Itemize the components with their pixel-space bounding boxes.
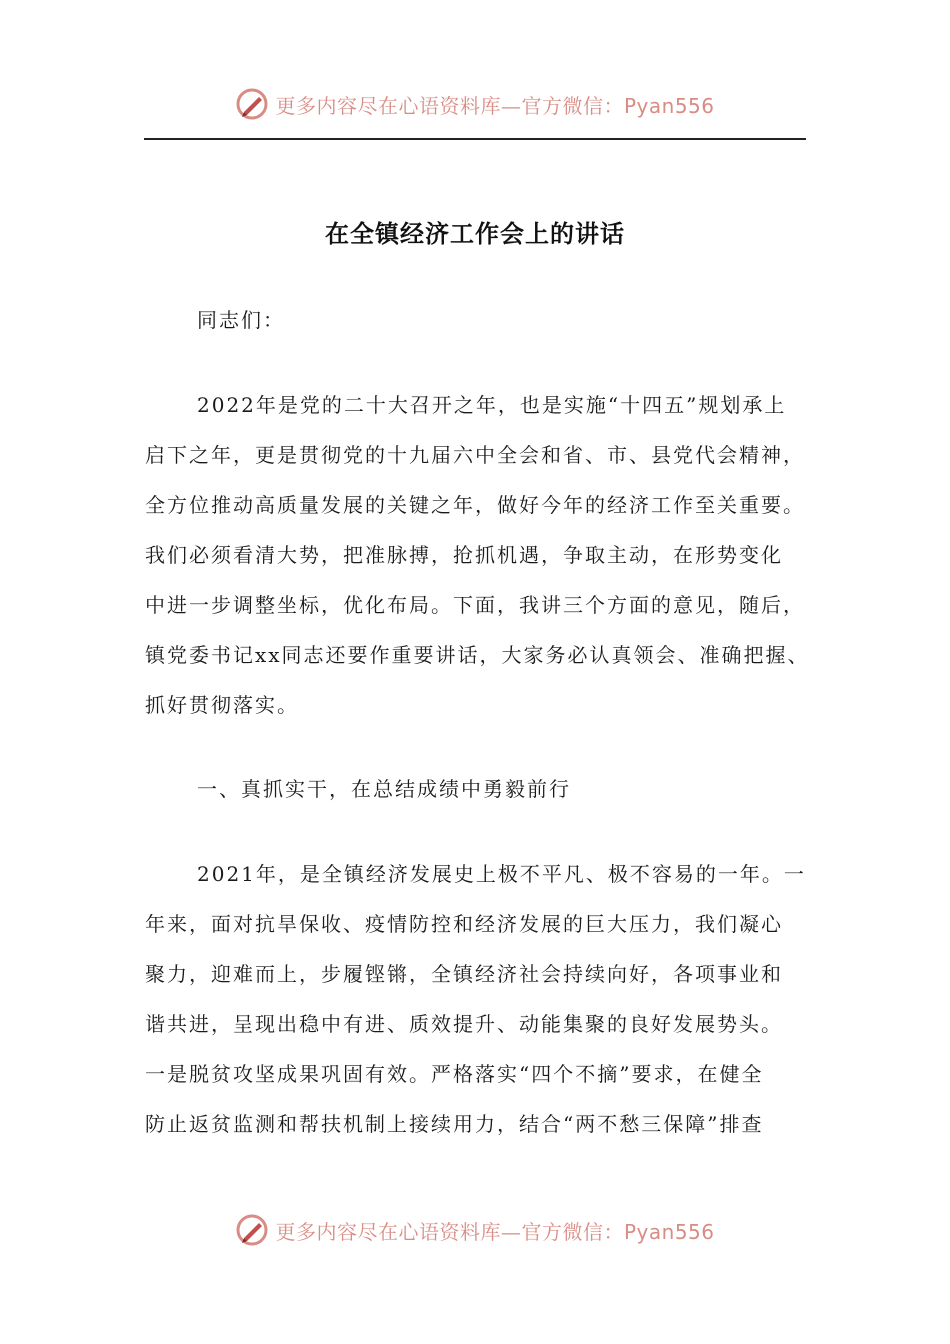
para2-line: 年来，面对抗旱保收、疫情防控和经济发展的巨大压力，我们凝心: [145, 912, 783, 936]
pen-logo-icon: [235, 1213, 269, 1247]
section-heading-block: [145, 764, 815, 814]
banner-text: 更多内容尽在心语资料库—官方微信：Pyan556: [275, 1219, 715, 1244]
para2-line: 2021年，是全镇经济发展史上极不平凡、极不容易的一年。一: [197, 862, 806, 886]
greeting: 同志们：: [197, 308, 285, 332]
para1-line: 2022年是党的二十大召开之年，也是实施“十四五”规划承上: [197, 393, 787, 417]
header-rule: [144, 138, 806, 140]
wechat-id: Pyan556: [623, 1219, 715, 1244]
para2-line: 一是脱贫攻坚成果巩固有效。严格落实“四个不摘”要求，在健全: [145, 1062, 764, 1086]
para1-line: 我们必须看清大势，把准脉搏，抢抓机遇，争取主动，在形势变化: [145, 543, 783, 567]
para1-line: 镇党委书记xx同志还要作重要讲话，大家务必认真领会、准确把握、: [145, 643, 810, 667]
para1-line: 中进一步调整坐标，优化布局。下面，我讲三个方面的意见，随后，: [145, 593, 805, 617]
pen-logo-icon: [235, 87, 269, 121]
para1-line: 抓好贯彻落实。: [145, 693, 299, 717]
para1-line: 全方位推动高质量发展的关键之年，做好今年的经济工作至关重要。: [145, 493, 805, 517]
section-heading-1: 一、真抓实干，在总结成绩中勇毅前行: [197, 777, 571, 801]
footer-banner: [0, 1210, 950, 1250]
para2-line: 防止返贫监测和帮扶机制上接续用力，结合“两不愁三保障”排查: [145, 1112, 764, 1136]
paragraph-1: [145, 380, 815, 730]
header-banner: [0, 84, 950, 124]
banner-text: 更多内容尽在心语资料库—官方微信：Pyan556: [275, 93, 715, 118]
para1-line: 启下之年，更是贯彻党的十九届六中全会和省、市、县党代会精神，: [145, 443, 805, 467]
greeting-block: [145, 295, 815, 345]
wechat-id: Pyan556: [623, 93, 715, 118]
paragraph-2: [145, 849, 815, 1149]
para2-line: 谐共进，呈现出稳中有进、质效提升、动能集聚的良好发展势头。: [145, 1012, 783, 1036]
page-title: 在全镇经济工作会上的讲话: [325, 219, 625, 248]
para2-line: 聚力，迎难而上，步履铿锵，全镇经济社会持续向好，各项事业和: [145, 962, 783, 986]
